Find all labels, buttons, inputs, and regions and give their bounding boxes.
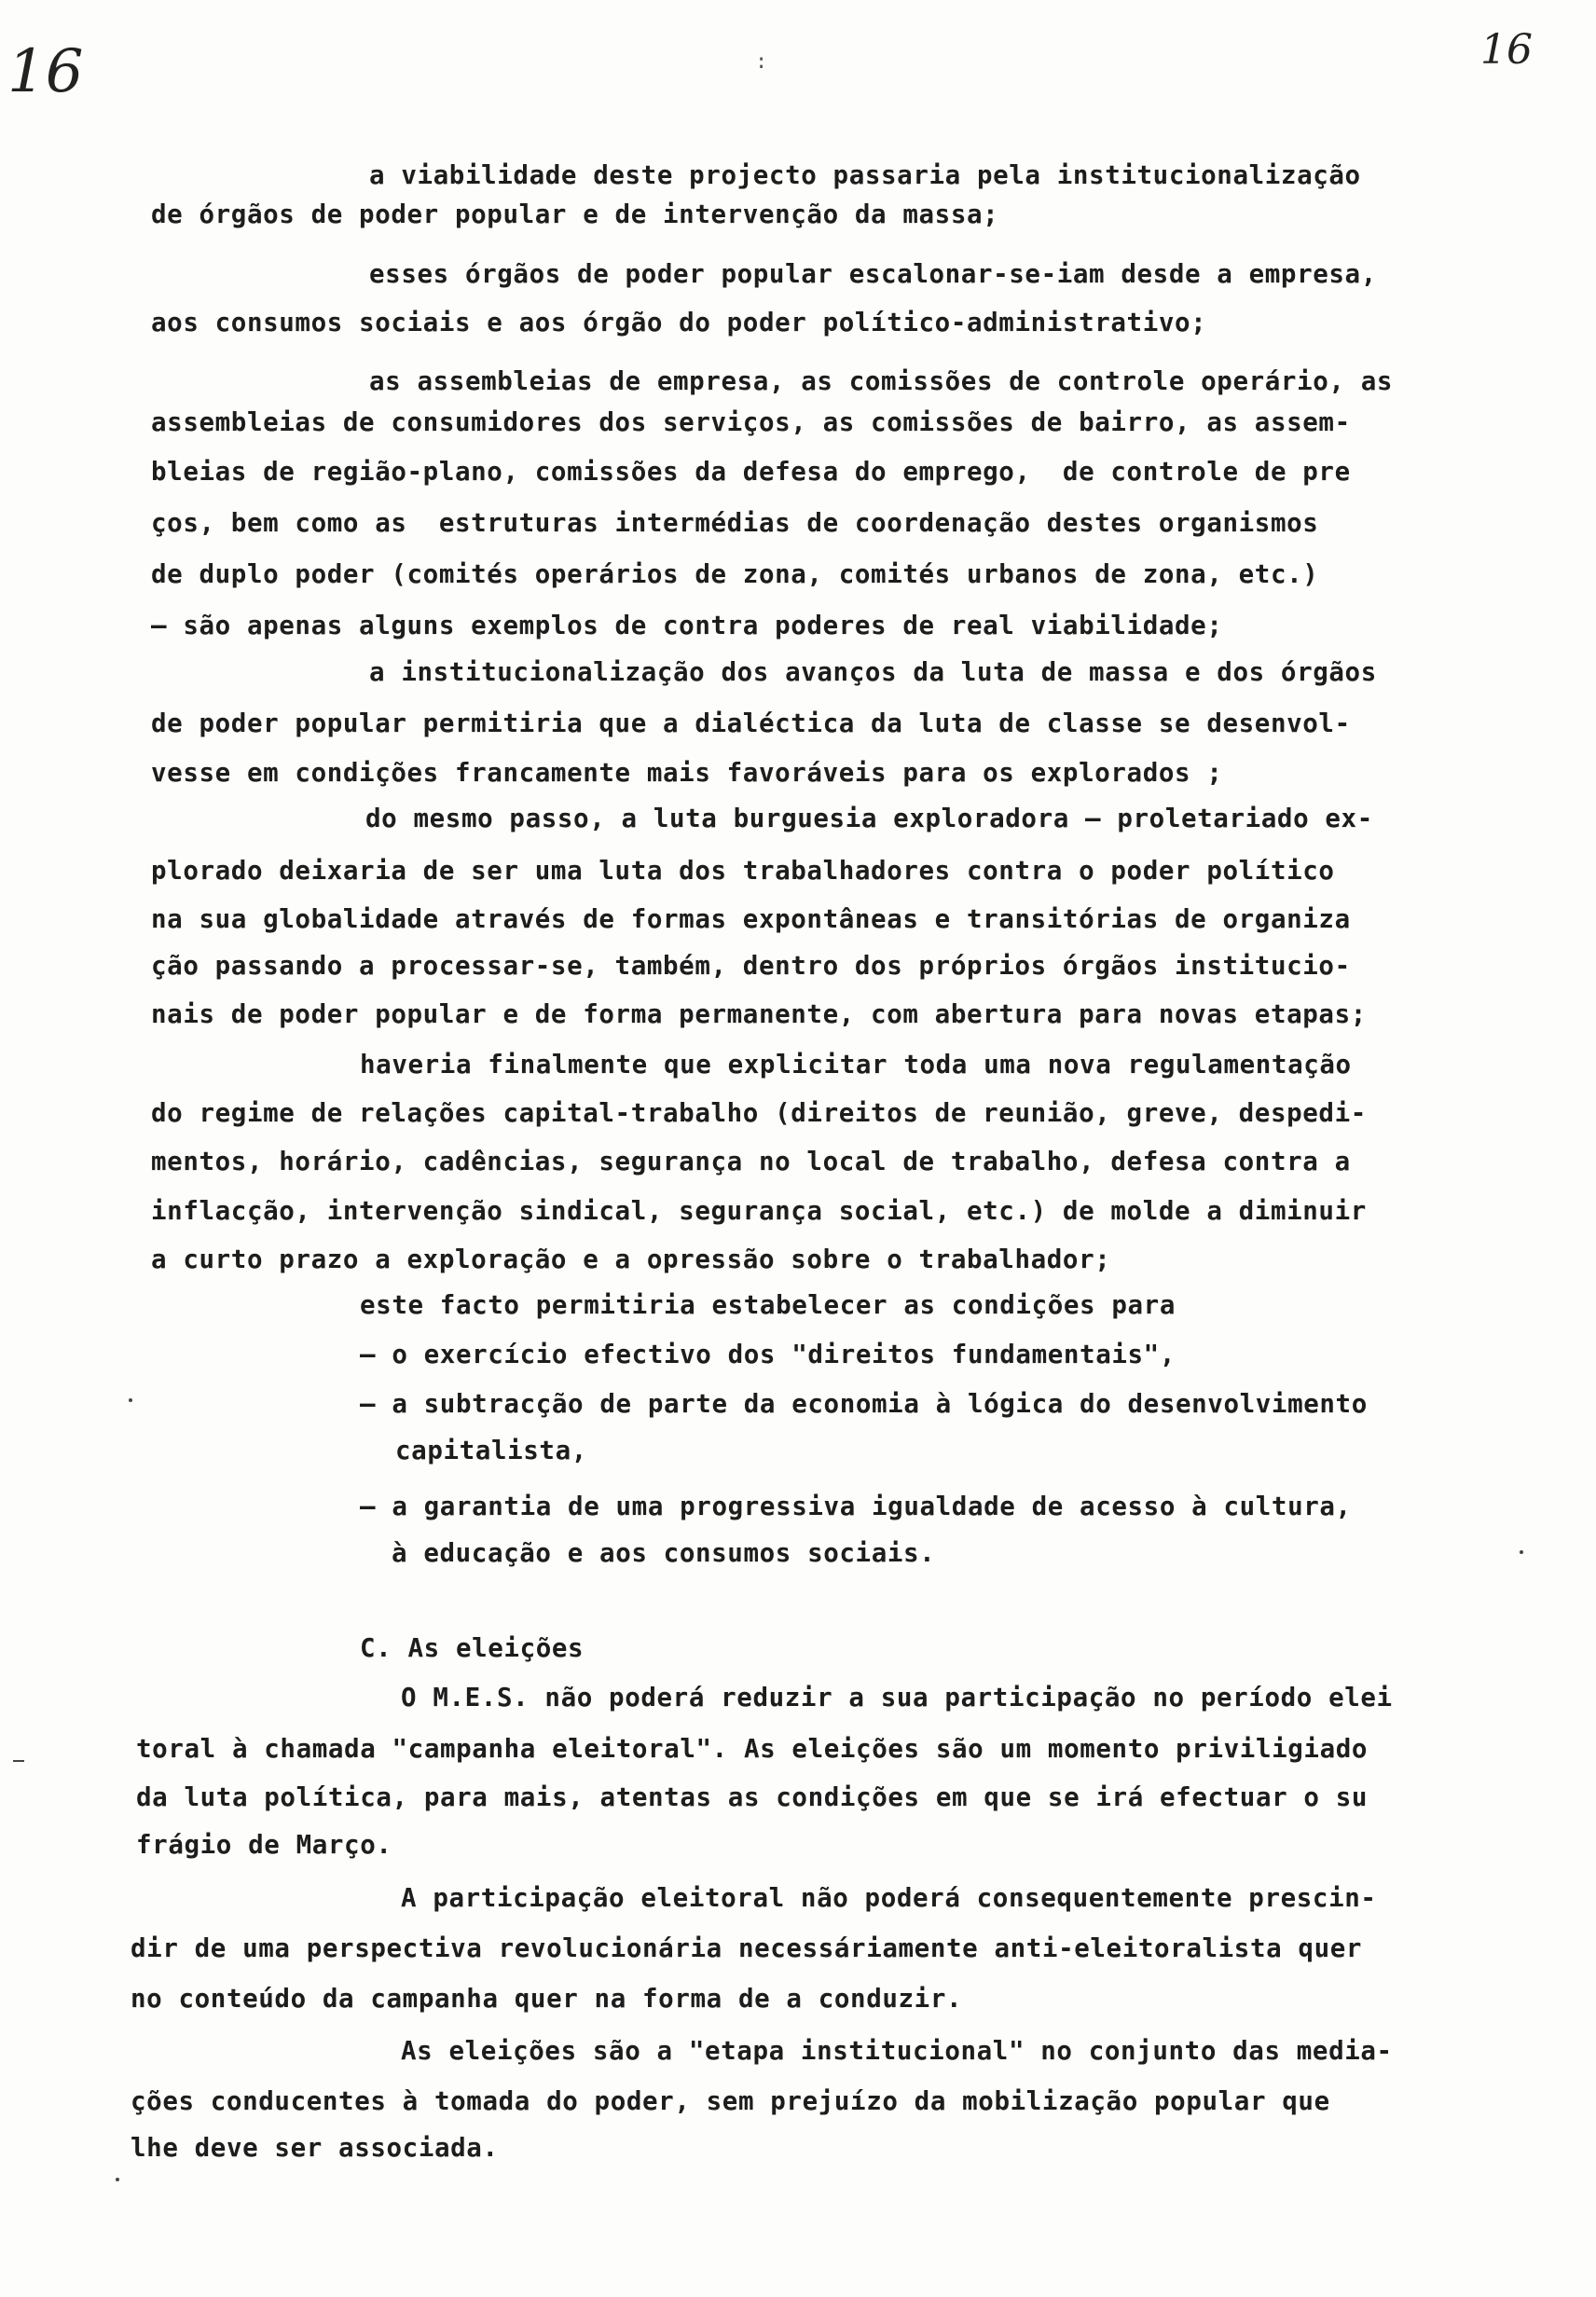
body-line: de órgãos de poder popular e de intervenção da massa; — [151, 199, 999, 229]
body-line: A participação eleitoral não poderá consequentemente prescin- — [401, 1883, 1377, 1913]
body-line: haveria finalmente que explicitar toda uma nova regulamentação — [360, 1050, 1352, 1080]
body-line: na sua globalidade através de formas expontâneas e transitórias de organiza — [151, 904, 1351, 934]
body-line: da luta política, para mais, atentas as condições em que se irá efectuar o su — [136, 1782, 1369, 1812]
body-line: de poder popular permitiria que a dialéctica da luta de classe se desenvol- — [151, 708, 1351, 738]
body-line: a viabilidade deste projecto passaria pela institucionalização — [369, 160, 1361, 190]
body-line: aos consumos sociais e aos órgão do poder político-administrativo; — [151, 308, 1207, 337]
body-line: no conteúdo da campanha quer na forma de a conduzir. — [131, 1984, 963, 2014]
bullet-item: – o exercício efectivo dos "direitos fundamentais", — [360, 1340, 1176, 1369]
body-line: dir de uma perspectiva revolucionária necessáriamente anti-eleitoralista quer — [131, 1933, 1363, 1963]
bullet-item: – a garantia de uma progressiva igualdade de acesso à cultura, — [360, 1492, 1352, 1521]
body-line: vesse em condições francamente mais favoráveis para os explorados ; — [151, 758, 1223, 788]
bullet-item-continuation: capitalista, — [395, 1436, 587, 1465]
bullet-item-continuation: à educação e aos consumos sociais. — [392, 1538, 936, 1568]
body-line: – são apenas alguns exemplos de contra poderes de real viabilidade; — [151, 611, 1223, 640]
body-line: frágio de Março. — [136, 1830, 392, 1860]
body-line: do regime de relações capital-trabalho (direitos de reunião, greve, despedi- — [151, 1098, 1367, 1128]
handwritten-page-number-right: 16 — [1480, 26, 1533, 74]
body-line: plorado deixaria de ser uma luta dos trabalhadores contra o poder político — [151, 856, 1335, 886]
body-line: ços, bem como as estruturas intermédias de coordenação destes organismos — [151, 508, 1319, 538]
body-line: lhe deve ser associada. — [131, 2133, 499, 2163]
body-line: a institucionalização dos avanços da luta de massa e dos órgãos — [369, 657, 1377, 687]
body-line: O M.E.S. não poderá reduzir a sua participação no período elei — [401, 1683, 1393, 1712]
body-line: bleias de região-plano, comissões da defesa do emprego, de controle de pre — [151, 457, 1351, 487]
handwritten-page-number-left: 16 — [7, 37, 84, 106]
body-line: assembleias de consumidores dos serviços, as comissões de bairro, as assem- — [151, 407, 1351, 437]
body-line: ção passando a processar-se, também, dentro dos próprios órgãos institucio- — [151, 951, 1351, 981]
body-line: a curto prazo a exploração e a opressão sobre o trabalhador; — [151, 1245, 1111, 1274]
body-line: inflacção, intervenção sindical, segurança social, etc.) de molde a diminuir — [151, 1196, 1367, 1226]
stray-mark: : — [755, 50, 768, 74]
body-line: As eleições são a "etapa institucional" no conjunto das media- — [401, 2036, 1393, 2066]
body-line: esses órgãos de poder popular escalonar-se-iam desde a empresa, — [369, 259, 1377, 289]
body-line: do mesmo passo, a luta burguesia exploradora – proletariado ex- — [365, 804, 1373, 833]
section-heading: C. As eleições — [360, 1633, 585, 1663]
body-line: as assembleias de empresa, as comissões de controle operário, as — [369, 366, 1394, 396]
bullet-item: – a subtracção de parte da economia à lógica do desenvolvimento — [360, 1389, 1368, 1419]
body-line: mentos, horário, cadências, segurança no local de trabalho, defesa contra a — [151, 1147, 1351, 1176]
body-line: ções conducentes à tomada do poder, sem prejuízo da mobilização popular que — [131, 2086, 1330, 2116]
body-line: toral à chamada "campanha eleitoral". As eleições são um momento priviligiado — [136, 1734, 1369, 1764]
body-line: de duplo poder (comités operários de zona, comités urbanos de zona, etc.) — [151, 559, 1319, 589]
body-line: este facto permitiria estabelecer as condições para — [360, 1290, 1176, 1320]
body-line: nais de poder popular e de forma permanente, com abertura para novas etapas; — [151, 999, 1367, 1029]
